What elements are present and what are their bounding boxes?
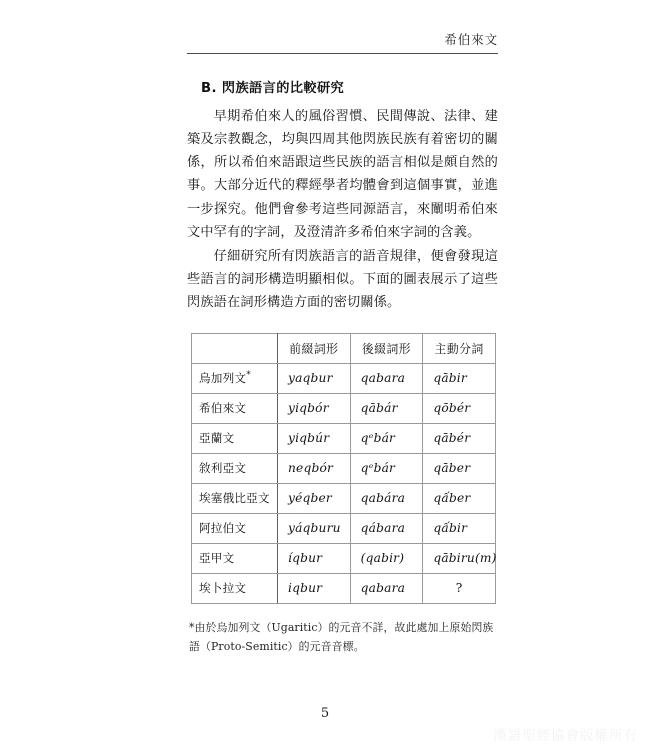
table-row bbox=[192, 543, 496, 573]
row-language-label bbox=[192, 453, 278, 483]
language-name: 敘利亞文 bbox=[199, 461, 247, 476]
table-row bbox=[192, 483, 496, 513]
cell-suffix-form: qabára bbox=[350, 483, 423, 513]
comparison-table-wrapper bbox=[191, 333, 496, 604]
cell-active-participle: ? bbox=[423, 573, 496, 603]
cell-prefix-form: yaqbur bbox=[278, 363, 351, 393]
table-footnote: *由於烏加列文（Ugaritic）的元音不詳，故此處加上原始閃族語（Proto-Semitic）的元音音標。 bbox=[189, 620, 494, 654]
language-name: 亞甲文 bbox=[199, 551, 235, 566]
row-language-label bbox=[192, 393, 278, 423]
cell-active-participle: qāber bbox=[423, 453, 496, 483]
cell-suffix-form: qᵉbár bbox=[350, 423, 423, 453]
row-language-label bbox=[192, 423, 278, 453]
table-row bbox=[192, 423, 496, 453]
cell-suffix-form: qᵉbár bbox=[350, 453, 423, 483]
table-row bbox=[192, 513, 496, 543]
cell-suffix-form: qabara bbox=[350, 363, 423, 393]
running-header bbox=[187, 33, 498, 54]
body-paragraph-1 bbox=[187, 105, 498, 244]
language-name: 阿拉伯文 bbox=[199, 521, 247, 536]
section-heading: B. 閃族語言的比較研究 bbox=[201, 81, 345, 96]
cell-prefix-form: yéqber bbox=[278, 483, 351, 513]
cell-prefix-form: yáqburu bbox=[278, 513, 351, 543]
column-header-prefix-form: 前綴詞形 bbox=[278, 333, 351, 363]
paragraph-text: 仔細研究所有閃族語言的語音規律，便會發現這些語言的詞形構造明顯相似。下面的圖表展示了這些閃族語在詞形構造方面的密切關係。 bbox=[187, 249, 498, 311]
row-language-label bbox=[192, 513, 278, 543]
running-header-title: 希伯來文 bbox=[444, 32, 498, 47]
row-language-label bbox=[192, 483, 278, 513]
column-header-suffix-form: 後綴詞形 bbox=[350, 333, 423, 363]
paragraph-text: 早期希伯來人的風俗習慣、民間傳說、法律、建築及宗教觀念，均與四周其他閃族民族有着密切的關係，所以希伯來語跟這些民族的語言相似是頗自然的事。大部分近代的釋經學者均體會到這個事實，並進一步探究。他們會參考這些同源語言，來闡明希伯來文中罕有的字詞，及澄清許多希伯來字詞的含義。 bbox=[187, 108, 498, 240]
copyright-watermark: 漢語聖經協會版權所有 bbox=[493, 728, 638, 744]
page-number: 5 bbox=[320, 706, 330, 721]
table-row bbox=[192, 573, 496, 603]
cell-active-participle: qấber bbox=[423, 483, 496, 513]
table-row bbox=[192, 453, 496, 483]
row-language-label bbox=[192, 363, 278, 393]
table-row bbox=[192, 393, 496, 423]
language-name: 埃卜拉文 bbox=[199, 581, 247, 596]
semitic-comparison-table bbox=[191, 333, 496, 604]
cell-suffix-form: qabara bbox=[350, 573, 423, 603]
language-name: 烏加列文 bbox=[199, 371, 247, 386]
cell-prefix-form: yiqbór bbox=[278, 393, 351, 423]
table-corner-cell bbox=[192, 333, 278, 363]
document-body bbox=[187, 80, 498, 657]
table-header bbox=[192, 333, 496, 363]
cell-active-participle: qōbér bbox=[423, 393, 496, 423]
cell-active-participle: qābiru(m) bbox=[423, 543, 496, 573]
row-language-label bbox=[192, 573, 278, 603]
cell-suffix-form: qábara bbox=[350, 513, 423, 543]
language-name: 亞蘭文 bbox=[199, 431, 235, 446]
table-row bbox=[192, 363, 496, 393]
cell-suffix-form: (qabir) bbox=[350, 543, 423, 573]
language-name: 埃塞俄比亞文 bbox=[199, 491, 270, 506]
column-header-active-participle: 主動分詞 bbox=[423, 333, 496, 363]
header-rule bbox=[187, 53, 498, 54]
language-name: 希伯來文 bbox=[199, 401, 247, 416]
table-header-row bbox=[192, 333, 496, 363]
cell-active-participle: qấbir bbox=[423, 513, 496, 543]
footnote-marker: * bbox=[246, 370, 251, 381]
table-body bbox=[192, 363, 496, 603]
row-language-label bbox=[192, 543, 278, 573]
cell-prefix-form: iqbur bbox=[278, 573, 351, 603]
cell-prefix-form: neqbór bbox=[278, 453, 351, 483]
body-paragraph-2 bbox=[187, 245, 498, 315]
cell-suffix-form: qābár bbox=[350, 393, 423, 423]
cell-prefix-form: yiqbúr bbox=[278, 423, 351, 453]
cell-prefix-form: íqbur bbox=[278, 543, 351, 573]
cell-active-participle: qābér bbox=[423, 423, 496, 453]
cell-active-participle: qābir bbox=[423, 363, 496, 393]
